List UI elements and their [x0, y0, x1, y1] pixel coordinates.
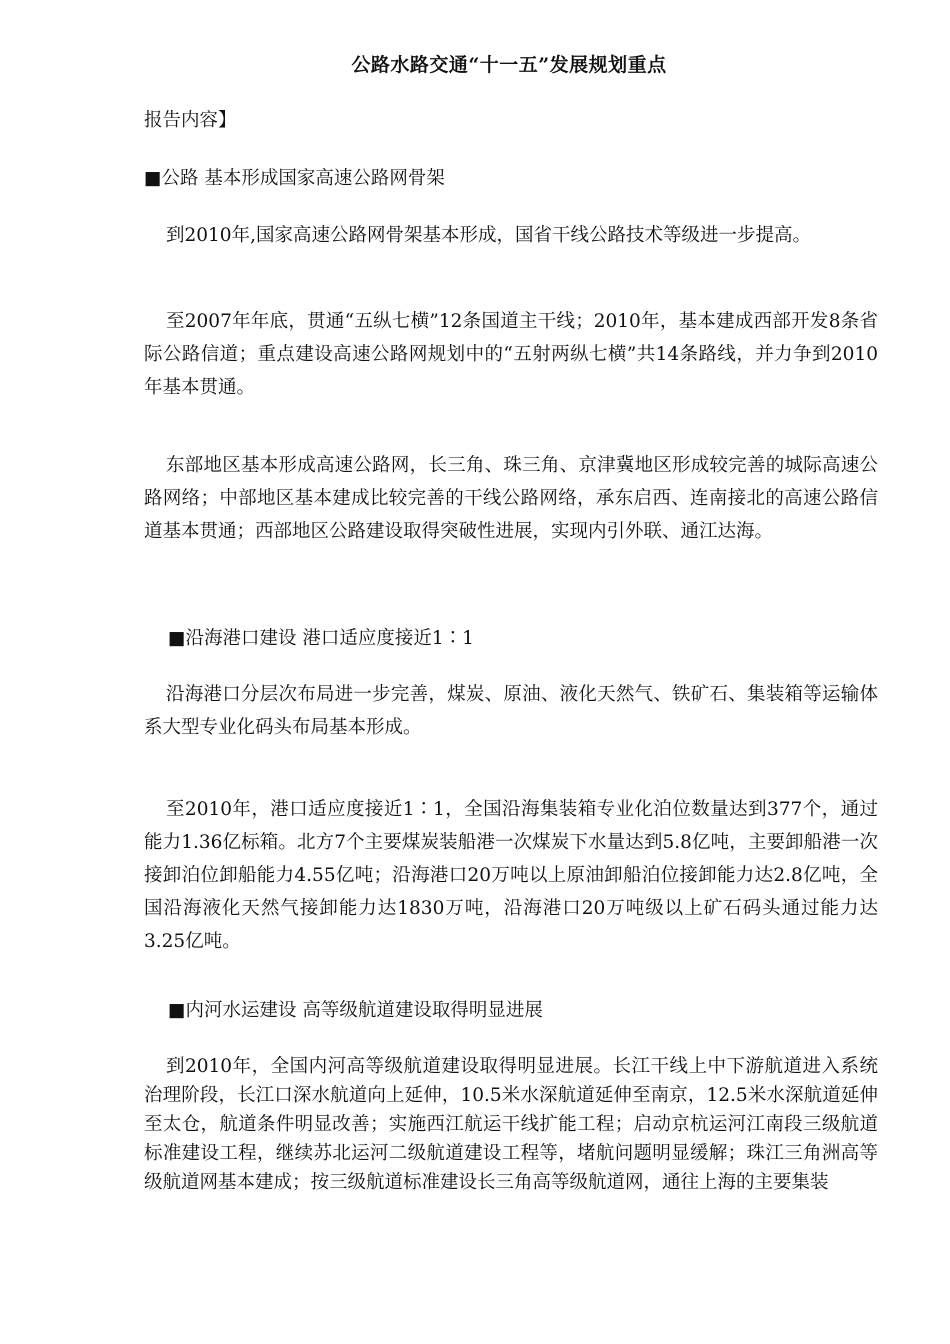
highway-paragraph-2: 至2007年年底，贯通“五纵七横”12条国道主干线；2010年，基本建成西部开发8条省际公路信道；重点建设高速公路网规划中的“五射两纵七横”共14条路线，并力争到2010年基本贯通。 — [144, 311, 878, 398]
section-heading-inland-waterways: ■内河水运建设 高等级航道建设取得明显进展 — [168, 1000, 543, 1021]
section-heading-coastal-ports: ■沿海港口建设 港口适应度接近1∶1 — [168, 628, 474, 649]
highway-paragraph-1: 到2010年,国家高速公路网骨架基本形成，国省干线公路技术等级进一步提高。 — [166, 225, 811, 246]
document-title: 公路水路交通“十一五”发展规划重点 — [351, 54, 667, 76]
report-intro-label: 报告内容】 — [144, 110, 237, 131]
ports-paragraph-1: 沿海港口分层次布局进一步完善，煤炭、原油、液化天然气、铁矿石、集装箱等运输体系大型专业化码头布局基本形成。 — [144, 684, 878, 738]
ports-paragraph-2: 至2010年，港口适应度接近1∶1，全国沿海集装箱专业化泊位数量达到377个，通过能力1.36亿标箱。北方7个主要煤炭装船港一次煤炭下水量达到5.8亿吨，主要卸船港一次接卸泊位卸船能力4.55亿吨；沿海港口20万吨以上原油卸船泊位接卸能力达2.8亿吨，全国沿海液化天然气接卸能力达1830万吨，沿海港口20万吨级以上矿石码头通过能力达3.25亿吨。 — [144, 799, 878, 952]
highway-paragraph-3: 东部地区基本形成高速公路网，长三角、珠三角、京津冀地区形成较完善的城际高速公路网络；中部地区基本建成比较完善的干线公路网络，承东启西、连南接北的高速公路信道基本贯通；西部地区公路建设取得突破性进展，实现内引外联、通江达海。 — [144, 455, 878, 542]
section-heading-highway: ■公路 基本形成国家高速公路网骨架 — [144, 168, 445, 189]
inland-paragraph-1: 到2010年，全国内河高等级航道建设取得明显进展。长江干线上中下游航道进入系统治理阶段，长江口深水航道向上延伸，10.5米水深航道延伸至南京，12.5米水深航道延伸至太仓，航道条件明显改善；实施西江航运干线扩能工程；启动京杭运河江南段三级航道标准建设工程，继续苏北运河二级航道建设工程等，堵航问题明显缓解；珠江三角洲高等级航道网基本建成；按三级航道标准建设长三角高等级航道网，通往上海的主要集装 — [144, 1056, 878, 1193]
